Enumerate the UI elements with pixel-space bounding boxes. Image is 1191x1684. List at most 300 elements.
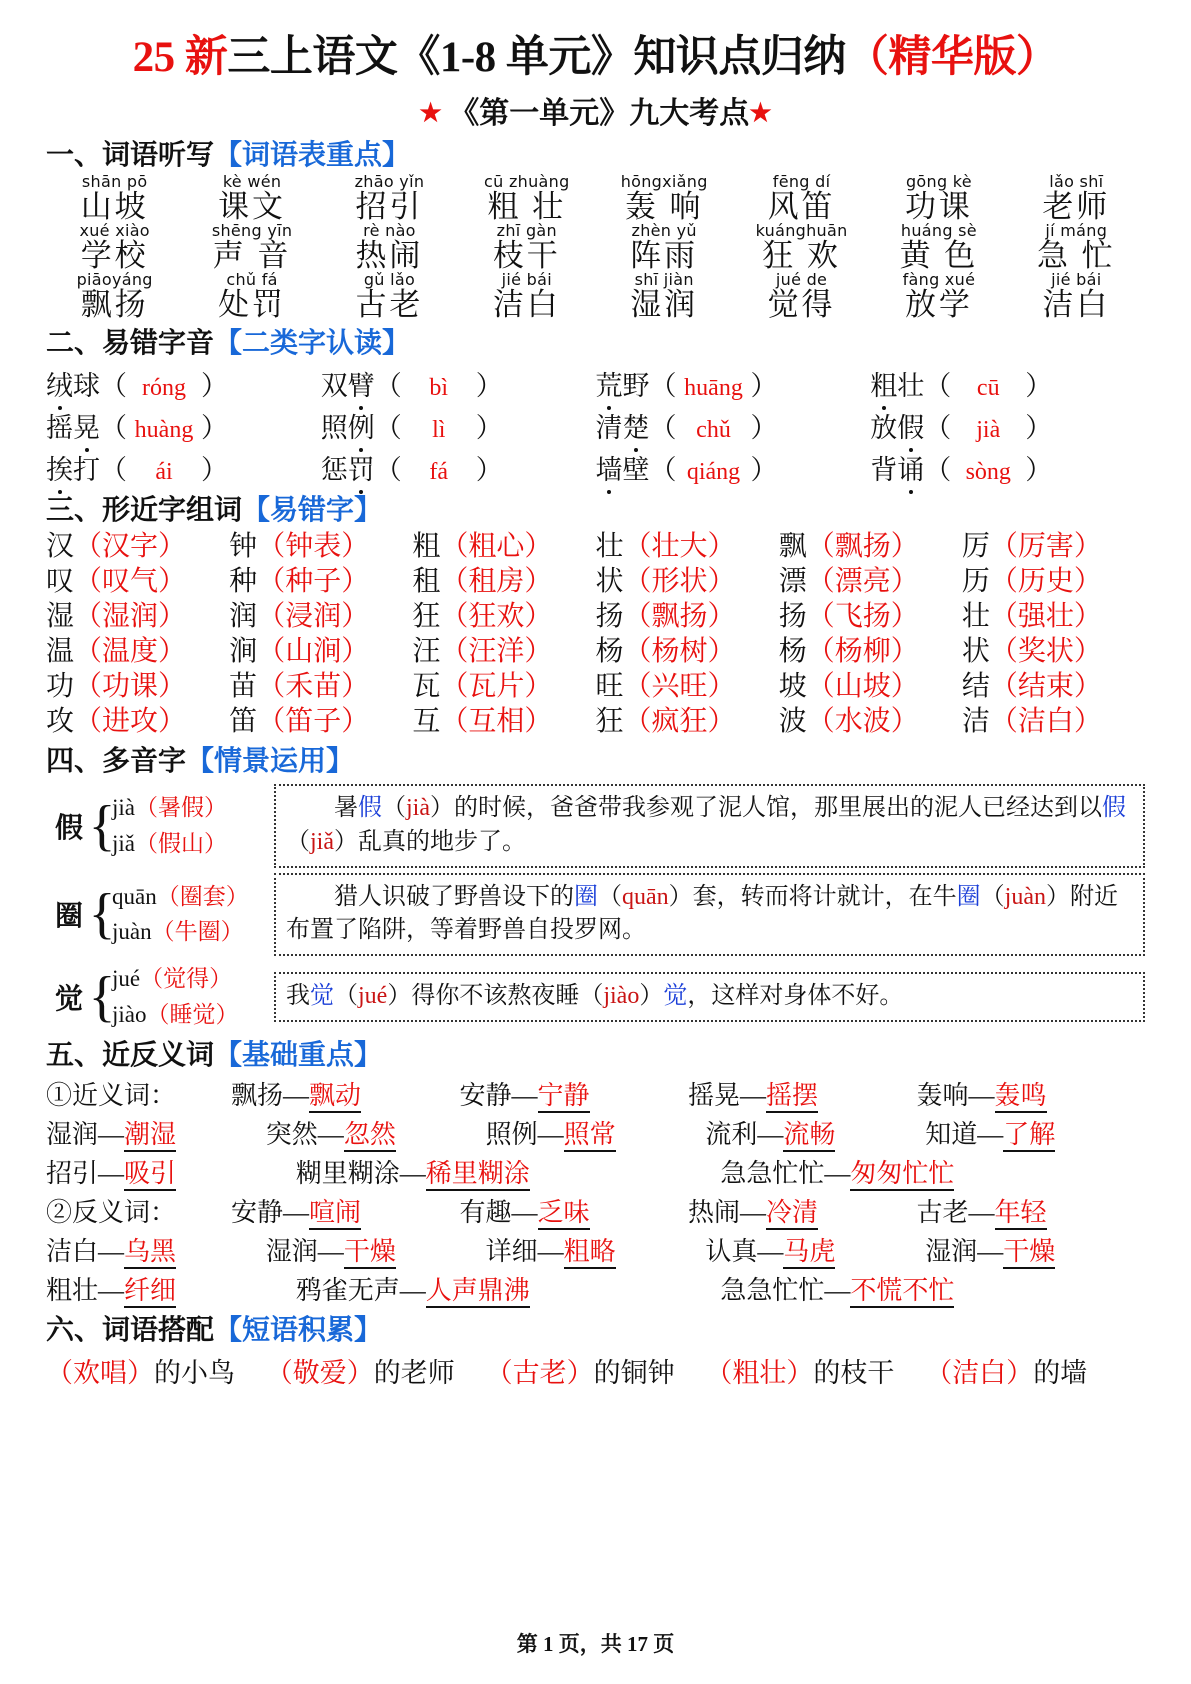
- section-6-title: 六、词语搭配: [46, 1315, 215, 1347]
- page-title: [46, 34, 1145, 81]
- reading-line: [112, 879, 262, 915]
- word-pair-prompt: 招引—: [46, 1159, 125, 1189]
- compound-word: （洁白）: [989, 706, 1102, 738]
- pinyin-label: gǔ lǎo: [363, 270, 416, 290]
- pinyin-label: zhī gàn: [496, 221, 557, 241]
- compound-word: （杨树）: [623, 636, 736, 668]
- compound-word: （互相）: [440, 706, 553, 738]
- sentence-segment: jiǎ: [310, 828, 334, 855]
- polyphone-item: 圈 { quān（圈套） juàn（牛圈） 猎人识破了野兽设下的圈（quān）套，转而将计就计，在牛圈（juàn）附近布置了陷阱，等着野兽自投罗网。: [46, 873, 1145, 956]
- compound-word: （温度）: [74, 636, 187, 668]
- pinyin-label: lǎo shī: [1049, 172, 1104, 192]
- section-heading-3: [46, 493, 1145, 528]
- section-heading-1: [46, 138, 1145, 173]
- compound-word: （功课）: [74, 671, 187, 703]
- similar-character-item: [596, 600, 779, 633]
- pinyin-label: huáng sè: [900, 221, 977, 241]
- pinyin-label: xué xiào: [79, 221, 150, 241]
- pinyin-blank-item: [321, 448, 596, 487]
- dictation-word: [870, 221, 1007, 274]
- paren-open: （: [100, 413, 127, 444]
- target-char: 惩: [320, 455, 348, 486]
- hanzi-word: 功课: [904, 189, 973, 225]
- target-char: 背: [870, 455, 898, 486]
- dictation-word: [870, 172, 1007, 225]
- pinyin-label: fàng xué: [902, 270, 976, 290]
- base-char: 互: [412, 706, 441, 738]
- paren-open: （: [100, 371, 127, 402]
- similar-character-item: [779, 635, 962, 668]
- polyphone-item: 假 { jià（暑假） jiǎ（假山） 暑假（jià）的时候，爸爸带我参观了泥人馆，那里展出的泥人已经达到以假（jiǎ）乱真的地步了。: [46, 784, 1145, 867]
- word-pair: [296, 1270, 721, 1307]
- similar-character-item: [229, 670, 412, 703]
- compound-word: （历史）: [989, 566, 1102, 598]
- word-pair-prompt: 热闹—: [688, 1198, 767, 1228]
- reading-line: [112, 961, 262, 997]
- pinyin-answer: ái: [155, 459, 173, 486]
- word-pair-answer: 吸引: [124, 1159, 176, 1191]
- reading-pinyin: jué: [112, 965, 141, 991]
- pinyin-blank-item: [46, 448, 321, 487]
- collocation-item: [705, 1351, 925, 1390]
- compound-word: （汉字）: [74, 531, 187, 563]
- similar-character-item: [962, 600, 1145, 633]
- similar-character-item: [46, 670, 229, 703]
- word-pair-prompt: 安静—: [231, 1198, 310, 1228]
- dictation-row: [46, 172, 1145, 225]
- similar-character-item: [412, 530, 595, 563]
- word-pair-row: [46, 1231, 1145, 1268]
- sentence-segment: ）得你不该熬夜睡（: [387, 982, 604, 1009]
- word-pair-row: [46, 1114, 1145, 1151]
- reading-line: [112, 914, 262, 950]
- similar-character-item: [962, 635, 1145, 668]
- similar-character-item: [229, 705, 412, 738]
- collocation-item: [486, 1351, 706, 1390]
- dictation-word: [733, 172, 870, 225]
- base-char: 温: [46, 636, 75, 668]
- similar-character-row: [46, 565, 1145, 598]
- pinyin-label: cū zhuàng: [484, 172, 570, 192]
- word-pair-answer: 纤细: [124, 1276, 176, 1308]
- similar-character-item: [412, 635, 595, 668]
- hanzi-word: 招引: [355, 189, 424, 225]
- synonym-antonym-list: [46, 1075, 1145, 1307]
- section-heading-2: [46, 326, 1145, 361]
- sentence-segment: jià: [406, 795, 430, 822]
- word-pair-answer: 人声鼎沸: [426, 1276, 530, 1308]
- pinyin-label: chǔ fá: [226, 270, 278, 290]
- pinyin-label: zhāo yǐn: [354, 172, 425, 192]
- similar-character-item: [412, 705, 595, 738]
- reading-line: [112, 997, 262, 1033]
- base-char: 历: [961, 566, 990, 598]
- sentence-segment: （: [980, 883, 1005, 910]
- target-char: 晃: [73, 406, 100, 445]
- dictation-word: [458, 221, 595, 274]
- hanzi-word: 学校: [80, 238, 149, 274]
- reading-word: （假山）: [135, 831, 227, 857]
- collocation-modifier: （粗壮）: [705, 1358, 814, 1389]
- word-pair-label: ②反义词：: [46, 1198, 177, 1228]
- target-char: 假: [897, 406, 924, 445]
- similar-character-item: [596, 565, 779, 598]
- similar-character-row: [46, 600, 1145, 633]
- hanzi-word: 热闹: [355, 238, 424, 274]
- dictation-word: [46, 270, 183, 323]
- hanzi-word: 枝干: [492, 238, 561, 274]
- sentence-segment: （: [334, 982, 358, 1009]
- base-char: 涧: [229, 636, 258, 668]
- word-pair-label: ①近义词：: [46, 1081, 177, 1111]
- target-char: 摇: [46, 413, 73, 444]
- paren-close: ）: [475, 371, 503, 402]
- word-pair-row: [46, 1192, 1145, 1229]
- word-pair: [486, 1114, 706, 1151]
- word-pair: [46, 1153, 296, 1190]
- pinyin-blank-row: [46, 448, 1145, 487]
- pinyin-blank-row: [46, 364, 1145, 403]
- similar-character-item: [229, 635, 412, 668]
- compound-word: （笛子）: [257, 706, 370, 738]
- similar-character-item: [779, 565, 962, 598]
- base-char: 结: [961, 671, 990, 703]
- section-4-tag: 【情景运用】: [186, 746, 355, 778]
- similar-character-item: [596, 635, 779, 668]
- dictation-word: [458, 172, 595, 225]
- paren-open: （: [649, 455, 677, 486]
- base-char: 功: [46, 671, 75, 703]
- compound-word: （山坡）: [806, 671, 919, 703]
- section-2-title: 二、易错字音: [46, 328, 215, 360]
- dictation-word: [458, 270, 595, 323]
- page-footer: 第 1 页，共 17 页: [516, 1632, 675, 1656]
- hanzi-word: 飘扬: [80, 287, 149, 323]
- pinyin-blank-item: [870, 406, 1145, 445]
- word-pair-prompt: 突然—: [265, 1120, 344, 1150]
- base-char: 润: [229, 601, 258, 633]
- example-sentence: [286, 884, 1118, 943]
- title-part: （精华版）: [845, 34, 1059, 81]
- word-pair-prompt: 急急忙忙—: [720, 1159, 851, 1189]
- pinyin-answer: jià: [976, 417, 1001, 444]
- base-char: 租: [412, 566, 441, 598]
- collocation-modifier: （欢唱）: [46, 1358, 154, 1389]
- word-pair-answer: 冷清: [766, 1198, 818, 1230]
- hanzi-word: 课文: [218, 189, 287, 225]
- star-icon-right: ★: [749, 100, 772, 128]
- word-pair: [720, 1270, 1145, 1307]
- base-char: 攻: [46, 706, 75, 738]
- base-char: 笛: [229, 706, 258, 738]
- paren-close: ）: [201, 413, 228, 444]
- polyphone-char: 圈: [54, 901, 83, 933]
- target-char: 粗: [870, 364, 897, 403]
- polyphone-char: 假: [54, 813, 83, 845]
- similar-character-item: [779, 530, 962, 563]
- pinyin-answer: sòng: [965, 459, 1011, 486]
- dictation-word: [321, 221, 458, 274]
- pinyin-label: shān pō: [81, 172, 148, 192]
- word-pair-answer: 干燥: [344, 1237, 396, 1269]
- target-char: 球: [73, 371, 100, 402]
- word-pair: [46, 1231, 266, 1268]
- dictation-word: [321, 270, 458, 323]
- base-char: 粗: [412, 531, 441, 563]
- pinyin-label: jié bái: [501, 270, 552, 290]
- target-char: 罚: [348, 448, 375, 487]
- base-char: 扬: [595, 601, 624, 633]
- reading-pinyin: quān: [112, 883, 157, 909]
- paren-open: （: [374, 413, 402, 444]
- sentence-segment: ）: [639, 982, 664, 1009]
- word-pair: [705, 1231, 925, 1268]
- word-pair-prompt: 知道—: [925, 1120, 1004, 1150]
- section-heading-4: [46, 744, 1145, 779]
- sentence-segment: ）乱真的地步了。: [334, 828, 526, 855]
- compound-word: （湿润）: [74, 601, 187, 633]
- section-4-title: 四、多音字: [46, 746, 187, 778]
- compound-word: （粗心）: [440, 531, 553, 563]
- base-char: 漂: [778, 566, 807, 598]
- similar-character-item: [412, 670, 595, 703]
- reading-line: [112, 790, 262, 826]
- section-heading-5: [46, 1038, 1145, 1073]
- pinyin-blank-grid: [46, 364, 1145, 487]
- target-char: 诵: [897, 448, 924, 487]
- word-pair: [486, 1231, 706, 1268]
- similar-character-item: [46, 530, 229, 563]
- paren-open: （: [649, 413, 677, 444]
- polyphone-readings: [112, 961, 262, 1032]
- pinyin-blank-item: [596, 364, 871, 403]
- paren-close: ）: [1025, 413, 1053, 444]
- compound-word: （形状）: [623, 566, 736, 598]
- dictation-word: [596, 172, 733, 225]
- example-sentence-box: [274, 972, 1145, 1022]
- word-pair-prompt: 粗壮—: [46, 1276, 125, 1306]
- hanzi-word: 轰 响: [624, 189, 704, 225]
- reading-word: （睡觉）: [146, 1001, 239, 1027]
- base-char: 扬: [778, 601, 807, 633]
- pinyin-blank-item: [870, 448, 1145, 487]
- compound-word: （钟表）: [257, 531, 370, 563]
- pinyin-blank-item: [870, 364, 1145, 403]
- collocation-modifier: （敬爱）: [265, 1358, 374, 1389]
- reading-line: [112, 826, 262, 862]
- hanzi-word: 黄 色: [899, 238, 979, 274]
- hanzi-word: 粗 壮: [487, 189, 567, 225]
- base-char: 状: [961, 636, 990, 668]
- target-char: 照: [320, 413, 348, 444]
- compound-word: （漂亮）: [806, 566, 919, 598]
- hanzi-word: 声 音: [212, 238, 292, 274]
- hanzi-word: 处罚: [218, 287, 287, 323]
- target-char: 绒: [46, 364, 73, 403]
- word-pair: [231, 1075, 460, 1112]
- target-char: 野: [622, 371, 650, 402]
- base-char: 瓦: [412, 671, 441, 703]
- sentence-segment: ）的时候，爸爸带我参观了泥人馆，那里展出的泥人已经达到以: [430, 795, 1102, 822]
- word-pair-answer: 匆匆忙忙: [850, 1159, 954, 1191]
- hanzi-word: 阵雨: [630, 238, 699, 274]
- sentence-segment: juàn: [1004, 883, 1046, 910]
- base-char: 坡: [778, 671, 807, 703]
- word-pair-answer: 流畅: [783, 1120, 835, 1152]
- word-pair: [925, 1231, 1145, 1268]
- collocation-noun: 的老师: [373, 1358, 455, 1389]
- word-pair-answer: 马虎: [783, 1237, 835, 1269]
- compound-word: （进攻）: [74, 706, 187, 738]
- base-char: 种: [229, 566, 258, 598]
- paren-open: （: [374, 455, 402, 486]
- hanzi-word: 放学: [904, 287, 973, 323]
- compound-word: （种子）: [257, 566, 370, 598]
- word-pair-answer: 宁静: [538, 1081, 590, 1113]
- section-3-title: 三、形近字组词: [46, 495, 243, 527]
- compound-word: （结束）: [989, 671, 1102, 703]
- sentence-segment: （: [382, 795, 406, 822]
- target-char: 双: [320, 371, 348, 402]
- dictation-word: [1008, 172, 1145, 225]
- sentence-segment: ）附近布置了陷阱，等着野兽自投罗网。: [286, 883, 1118, 943]
- word-pair-answer: 潮湿: [124, 1120, 176, 1152]
- compound-word: （浸润）: [257, 601, 370, 633]
- similar-character-item: [596, 705, 779, 738]
- pinyin-answer: fá: [429, 459, 449, 486]
- compound-word: （杨柳）: [806, 636, 919, 668]
- pinyin-label: rè nào: [363, 221, 416, 241]
- compound-word: （狂欢）: [440, 601, 553, 633]
- pinyin-label: kuánghuān: [755, 221, 848, 241]
- target-char: 例: [348, 406, 375, 445]
- similar-character-item: [596, 670, 779, 703]
- compound-word: （飞扬）: [806, 601, 919, 633]
- paren-close: ）: [750, 413, 778, 444]
- hanzi-word: 觉得: [767, 287, 836, 323]
- reading-word: （暑假）: [135, 795, 227, 821]
- paren-open: （: [100, 455, 127, 486]
- word-pair: [688, 1075, 917, 1112]
- compound-word: （疯狂）: [623, 706, 736, 738]
- pinyin-answer: qiáng: [686, 459, 741, 486]
- collocation-noun: 的小鸟: [154, 1358, 235, 1389]
- base-char: 厉: [961, 531, 990, 563]
- collocation-modifier: （古老）: [485, 1358, 594, 1389]
- page-subtitle: [46, 88, 1145, 132]
- dictation-word: [1008, 270, 1145, 323]
- word-pair-prompt: 流利—: [705, 1120, 784, 1150]
- base-char: 壮: [961, 601, 990, 633]
- dictation-word: [183, 270, 320, 323]
- word-pair-answer: 飘动: [309, 1081, 361, 1113]
- word-pair: [266, 1231, 486, 1268]
- compound-word: （山涧）: [257, 636, 370, 668]
- target-char: 挨: [46, 448, 73, 487]
- word-pair: [925, 1114, 1145, 1151]
- paren-close: ）: [475, 413, 503, 444]
- pinyin-blank-item: [46, 364, 321, 403]
- word-pair-prompt: 湿润—: [265, 1237, 344, 1267]
- paren-close: ）: [750, 371, 778, 402]
- compound-word: （叹气）: [74, 566, 187, 598]
- word-pair-prompt: 湿润—: [46, 1120, 125, 1150]
- similar-character-item: [46, 635, 229, 668]
- hanzi-word: 洁白: [1042, 287, 1111, 323]
- sentence-segment: 觉: [663, 982, 688, 1009]
- collocation-item: [925, 1351, 1145, 1390]
- paren-close: ）: [475, 455, 503, 486]
- word-pair-answer: 照常: [564, 1120, 616, 1152]
- compound-word: （水波）: [806, 706, 919, 738]
- sentence-segment: （: [598, 883, 622, 910]
- paren-open: （: [924, 371, 952, 402]
- pinyin-blank-row: [46, 406, 1145, 445]
- similar-character-item: [46, 600, 229, 633]
- pinyin-answer: bì: [429, 375, 449, 402]
- word-pair-prompt: 摇晃—: [688, 1081, 767, 1111]
- collocation-item: [46, 1351, 266, 1390]
- word-pair: [705, 1114, 925, 1151]
- reading-pinyin: juàn: [112, 919, 152, 945]
- pinyin-blank-item: [46, 406, 321, 445]
- polyphone-item: 觉 { jué（觉得） jiào（睡觉） 我觉（jué）得你不该熬夜睡（jiào）觉，这样对身体不好。: [46, 961, 1145, 1032]
- similar-character-row: [46, 530, 1145, 563]
- word-pair-answer: 乏味: [538, 1198, 590, 1230]
- sentence-segment: quān: [622, 883, 669, 910]
- base-char: 狂: [412, 601, 441, 633]
- pinyin-label: hōngxiǎng: [620, 172, 708, 192]
- word-pair-row: [46, 1270, 1145, 1307]
- hanzi-word: 老师: [1042, 189, 1111, 225]
- hanzi-word: 风笛: [767, 189, 836, 225]
- collocation-list: [46, 1351, 1145, 1390]
- word-pair-answer: 年轻: [995, 1198, 1047, 1230]
- word-pair-prompt: 鸦雀无声—: [295, 1276, 426, 1306]
- sentence-segment: 圈: [956, 883, 981, 910]
- title-part: 25 新: [132, 34, 228, 81]
- dictation-word-grid: [46, 172, 1145, 323]
- word-pair-answer: 摇摆: [766, 1081, 818, 1113]
- compound-word: （奖状）: [989, 636, 1102, 668]
- reading-word: （觉得）: [140, 965, 233, 991]
- similar-character-item: [779, 705, 962, 738]
- section-5-title: 五、近反义词: [46, 1040, 215, 1072]
- base-char: 杨: [595, 636, 624, 668]
- pinyin-label: shī jiàn: [634, 270, 694, 290]
- compound-word: （瓦片）: [440, 671, 553, 703]
- sentence-segment: 假: [1102, 795, 1126, 822]
- word-pair: [460, 1192, 689, 1229]
- base-char: 汪: [412, 636, 441, 668]
- pinyin-label: jié bái: [1051, 270, 1102, 290]
- word-pair: [231, 1192, 460, 1229]
- pinyin-label: fēng dí: [772, 172, 831, 192]
- polyphone-readings: [112, 879, 262, 950]
- pinyin-answer: róng: [142, 375, 186, 402]
- example-sentence-box: [274, 873, 1145, 956]
- word-pair: [720, 1153, 1145, 1190]
- pinyin-blank-item: [596, 406, 871, 445]
- target-char: 清: [595, 413, 623, 444]
- collocation-item: [266, 1351, 486, 1390]
- sentence-segment: （: [286, 828, 310, 855]
- word-pair-prompt: 安静—: [459, 1081, 538, 1111]
- similar-character-item: [962, 705, 1145, 738]
- base-char: 湿: [46, 601, 75, 633]
- compound-word: （汪洋）: [440, 636, 553, 668]
- polyphone-readings: [112, 790, 262, 861]
